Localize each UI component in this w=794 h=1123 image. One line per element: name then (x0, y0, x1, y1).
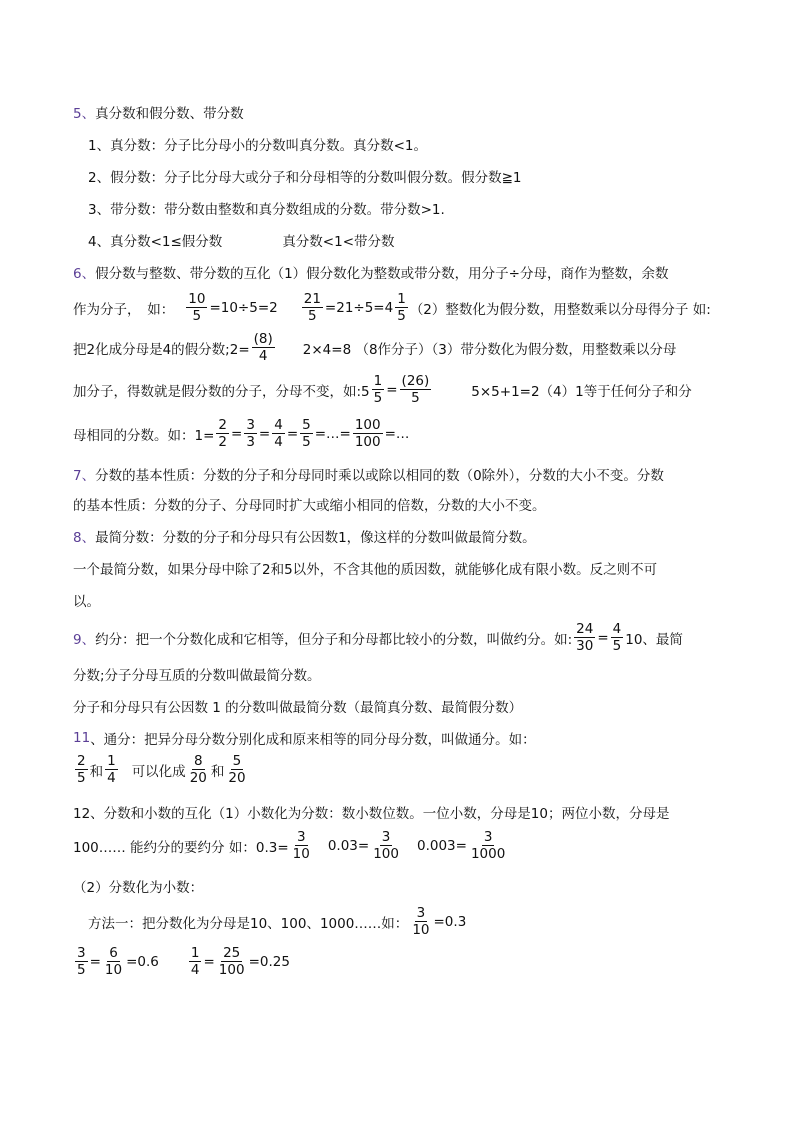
equals: = (231, 425, 243, 442)
s12-text-3: （2）分数化为小数： (73, 880, 204, 896)
equals: = (203, 953, 215, 970)
equals: = (286, 425, 299, 442)
s6-line-4 (73, 374, 734, 405)
s12-text-1: 12、分数和小数的互化（1）小数化为分数：数小数位数。一位小数，分母是10；两位小数，分母是 (73, 806, 670, 822)
fraction: $\frac{8}{20}$ (189, 753, 207, 787)
section-number: 5、 (73, 106, 96, 122)
section-number: 9、 (73, 631, 96, 648)
s7-line-2 (73, 494, 734, 514)
fraction: $\frac{1}{4}$ (107, 753, 116, 787)
s9-line-2 (73, 664, 734, 684)
s9-text-2: 分数;分子分母互质的分数叫做最简分数。 (73, 668, 321, 684)
s5-text-3: 3、带分数：带分数由整数和真分数组成的分数。带分数>1. (88, 202, 445, 218)
fraction: $\frac{(26)}{5}$ (401, 373, 430, 407)
section-number: 6、 (73, 266, 96, 282)
s5-line-3 (88, 198, 734, 218)
fraction: $\frac{3}{3}$ (246, 417, 255, 451)
s7-text-1: 分数的基本性质：分数的分子和分母同时乘以或除以相同的数（0除外），分数的大小不变。分数 (95, 468, 664, 484)
fraction: $\frac{2}{5}$ (77, 753, 86, 787)
s5-text-4b: 真分数<1<带分数 (282, 234, 395, 250)
s12-text-2b: 0.03= (327, 837, 370, 854)
s6-text-5a: 母相同的分数。如：1= (73, 427, 215, 444)
s12-text-2c: 0.003= (416, 837, 467, 854)
section-title: 真分数和假分数、带分数 (95, 106, 244, 122)
fraction: $\frac{25}{100}$ (218, 945, 245, 979)
fraction: $\frac{3}{100}$ (373, 829, 399, 863)
s6-text-1: 假分数与整数、带分数的互化（1）假分数化为整数或带分数，用分子÷分母，商作为整数，余数 (95, 266, 669, 282)
s8-line-1 (73, 526, 734, 546)
s12-line-5 (73, 946, 734, 977)
s6-text-5b: =…= (314, 425, 351, 442)
s12-line-2 (73, 830, 734, 861)
s12-text-2a: 100…… 能约分的要约分 如：0.3= (73, 839, 289, 856)
s9-line-1 (73, 622, 734, 653)
equals: = (89, 953, 101, 970)
fraction: $\frac{3}{10}$ (412, 905, 430, 939)
s5-line-2 (88, 166, 734, 186)
section-number: 11 (73, 730, 91, 746)
fraction: $\frac{1}{5}$ (397, 291, 406, 325)
equals: = (258, 425, 271, 442)
fraction: $\frac{4}{5}$ (612, 621, 622, 655)
s9-text-3: 分子和分母只有公因数 1 的分数叫做最简分数（最简真分数、最简假分数） (73, 700, 523, 716)
s6-line-3 (73, 332, 734, 363)
fraction: $\frac{3}{5}$ (77, 945, 86, 979)
s6-text-2c: =21÷5=4 (324, 299, 394, 316)
and-word: 和 (210, 763, 225, 780)
s11-text-mid: 可以化成 (131, 763, 186, 780)
s12-line-1 (73, 802, 734, 822)
fraction: $\frac{100}{100}$ (354, 417, 381, 451)
fraction: $\frac{24}{30}$ (576, 621, 594, 655)
s8-text-2: 一个最简分数，如果分母中除了2和5以外，不含其他的质因数，就能够化成有限小数。反之则不可 (73, 562, 658, 578)
s6-text-3a: 把2化成分母是4的假分数;2= (73, 341, 250, 358)
fraction: $\frac{5}{20}$ (228, 753, 246, 787)
s12-text-5b: =0.25 (248, 953, 290, 970)
s5-text-2: 2、假分数：分子比分母大或分子和分母相等的分数叫假分数。假分数≧1 (88, 170, 522, 186)
and-word: 和 (89, 763, 104, 780)
s5-text-1: 1、真分数：分子比分母小的分数叫真分数。真分数<1。 (88, 138, 427, 154)
s12-text-5a: =0.6 (126, 953, 159, 970)
s6-text-4a: 加分子，得数就是假分数的分子，分母不变，如:5 (73, 383, 370, 400)
s9-text-1a: 约分：把一个分数化成和它相等，但分子和分母都比较小的分数，叫做约分。如: (95, 631, 573, 648)
s6-text-3b: 2×4=8 （8作分子）（3）带分数化为假分数，用整数乘以分母 (302, 341, 677, 358)
section-number: 8、 (73, 530, 96, 546)
fraction: $\frac{1}{5}$ (373, 373, 383, 407)
section-5-heading (73, 102, 734, 122)
fraction: $\frac{2}{2}$ (218, 417, 227, 451)
fraction: $\frac{6}{10}$ (104, 945, 123, 979)
s12-line-3 (73, 876, 734, 896)
s12-line-4 (88, 906, 734, 937)
s12-text-4a: 方法一：把分数化为分母是10、100、1000……如： (88, 915, 409, 932)
s12-text-4b: =0.3 (433, 913, 467, 930)
fraction: $\frac{4}{4}$ (274, 417, 283, 451)
s11-text-1: 、通分：把异分母分数分别化成和原来相等的同分母分数，叫做通分。如： (90, 732, 536, 748)
s8-line-2 (73, 558, 734, 578)
s5-line-4 (88, 230, 734, 250)
fraction: $\frac{1}{4}$ (190, 945, 200, 979)
s5-line-1 (88, 134, 734, 154)
s6-text-5c: =… (384, 425, 410, 442)
s8-text-3: 以。 (73, 594, 100, 610)
equals: = (386, 381, 398, 398)
s6-line-1 (73, 262, 734, 282)
s5-text-4a: 4、真分数<1≤假分数 (88, 234, 223, 250)
fraction: $\frac{3}{10}$ (292, 829, 310, 863)
s9-line-3 (73, 696, 734, 716)
s6-text-2a: 作为分子， 如： (73, 301, 175, 318)
s11-line-2 (73, 754, 734, 785)
fraction: $\frac{10}{5}$ (188, 291, 206, 325)
s6-line-2 (73, 292, 734, 323)
s9-text-1b: 10、最简 (625, 631, 683, 648)
section-number: 7、 (73, 468, 96, 484)
s6-text-2d: （2）整数化为假分数，用整数乘以分母得分子 如: (409, 301, 711, 318)
s6-text-4c: 5×5+1=2（4）1等于任何分子和分 (471, 383, 692, 400)
fraction: $\frac{3}{1000}$ (470, 829, 506, 863)
s7-text-2: 的基本性质：分数的分子、分母同时扩大或缩小相同的倍数，分数的大小不变。 (73, 498, 546, 514)
fraction: $\frac{21}{5}$ (303, 291, 321, 325)
fraction: $\frac{5}{5}$ (302, 417, 311, 451)
equals: = (597, 629, 609, 646)
s8-line-3 (73, 590, 734, 610)
s6-text-2b: =10÷5=2 (209, 299, 278, 316)
s6-line-5 (73, 418, 734, 449)
fraction: $\frac{(8)}{4}$ (253, 331, 273, 365)
s8-text-1: 最简分数：分数的分子和分母只有公因数1，像这样的分数叫做最简分数。 (95, 530, 536, 546)
s7-line-1 (73, 464, 734, 484)
s11-line-1 (73, 728, 734, 748)
